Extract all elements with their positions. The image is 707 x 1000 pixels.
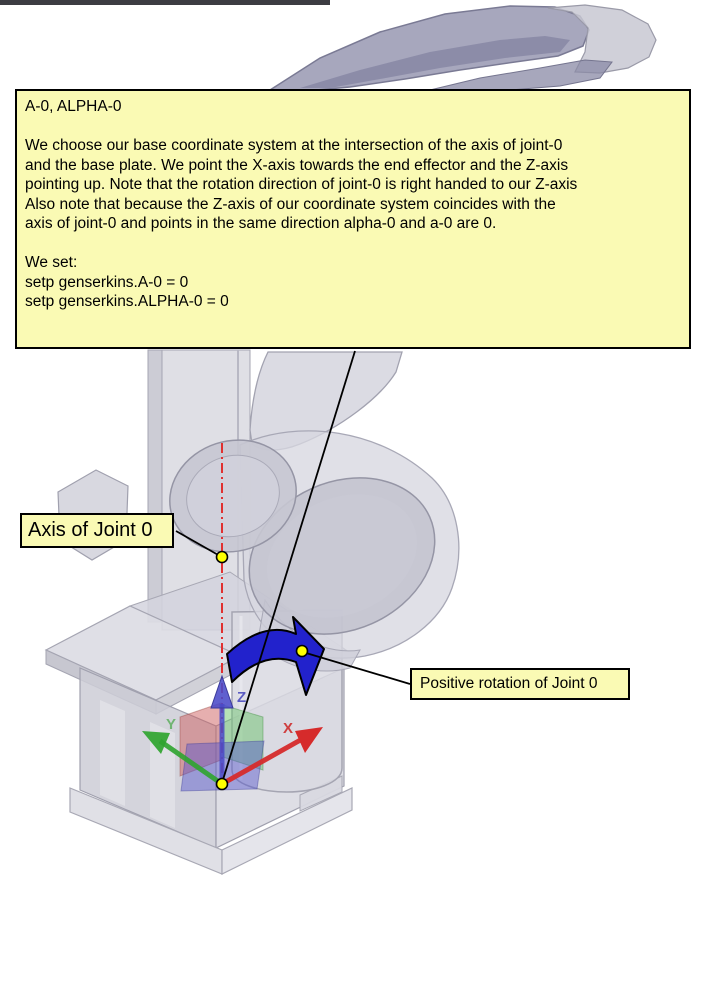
origin-marker-dot: [217, 779, 228, 790]
top-edge-bar: [0, 0, 330, 5]
info-box-setp-alpha0: setp genserkins.ALPHA-0 = 0: [25, 293, 229, 310]
info-box-line: We set:: [25, 254, 78, 271]
info-box-line: axis of joint-0 and points in the same direction alpha-0 and a-0 are 0.: [25, 215, 497, 232]
axis-marker-dot: [217, 552, 228, 563]
axis-of-joint0-label: Axis of Joint 0: [20, 513, 174, 548]
positive-rotation-label: Positive rotation of Joint 0: [410, 668, 630, 700]
x-axis-label: X: [283, 720, 294, 737]
info-box-line: Also note that because the Z-axis of our coordinate system coincides with the: [25, 195, 556, 213]
rotation-marker-dot: [297, 646, 308, 657]
info-box-title: A-0, ALPHA-0: [25, 98, 122, 115]
y-axis-label: Y: [166, 716, 177, 733]
info-box-line: pointing up. Note that the rotation direction of joint-0 is right handed to our Z-axis: [25, 176, 578, 193]
info-box: [15, 89, 691, 349]
info-box-line: and the base plate. We point the X-axis towards the end effector and the Z-axis: [25, 156, 569, 174]
info-box-line: [25, 234, 679, 254]
z-axis-label: Z: [237, 689, 247, 706]
info-box-line: [25, 117, 679, 137]
info-box-setp-a0: setp genserkins.A-0 = 0: [25, 273, 189, 291]
info-box-line: We choose our base coordinate system at the intersection of the axis of joint-0: [25, 137, 563, 154]
cabinet-inner-panel-1: [100, 700, 125, 806]
column-side-face: [148, 350, 162, 622]
robot-upper-arm: [270, 5, 656, 91]
